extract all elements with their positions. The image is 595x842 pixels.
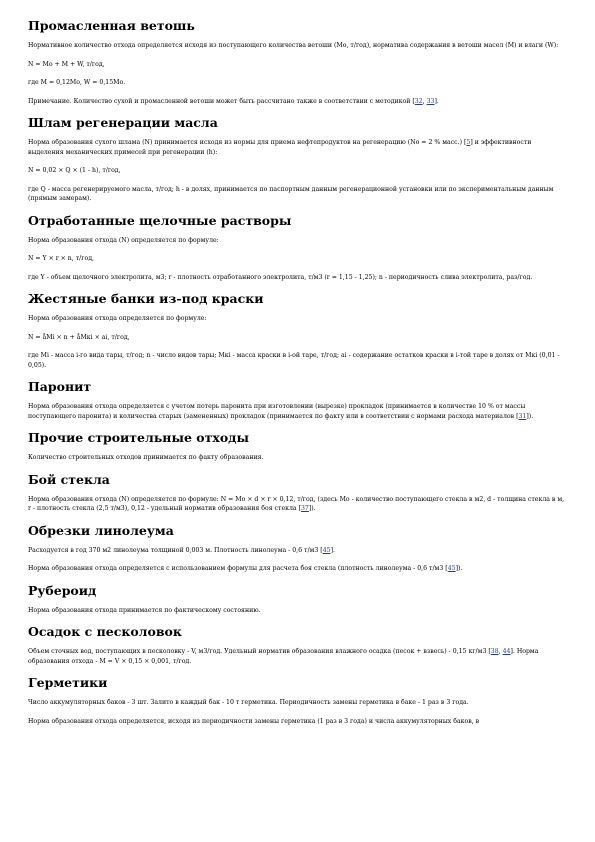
paragraph-text: N = Мо + M + W, т/год, [28,60,105,68]
paragraph-text: Норма образования отхода определяется по формуле: [28,315,207,322]
paragraph-text-end: ]). [455,565,463,572]
paragraph [28,495,567,514]
section-heading: Шлам регенерации масла [28,115,218,130]
paragraph [28,698,567,708]
paragraph [28,273,567,283]
paragraph-text-end: ]. [330,546,335,554]
reference-link[interactable]: 44 [502,648,511,655]
paragraph-text: Число аккумуляторных баков - 3 шт. Залито в каждый бак - 10 т герметика. Периодичность замены герметика в баке - 1 раз в 3 года. [28,699,469,706]
paragraph-text: N = 0,02 × Q × (1 - h), т/год, [28,167,121,174]
section-heading: Бой стекла [28,471,110,487]
paragraph [28,314,567,324]
reference-link[interactable]: 45 [322,546,331,554]
paragraph-text: Нормативное количество отхода определяется исходя из поступающего количества ветоши (Мо, т/год), норматива содержания в ветоши масел (М) и влаги (W): [28,42,559,49]
paragraph-text: Норма образования сухого шлама (N) принимается исходя из нормы для приема нефтепродуктов на регенерацию (No = 2 % масс.) [ [28,139,467,146]
paragraph [28,351,567,370]
reference-link[interactable]: 32 [414,97,423,105]
section-heading: Рубероид [28,582,97,598]
paragraph [28,333,567,343]
paragraph-text: где Mi - масса i-го вида тары, т/год; n - число видов тары; Mкi - масса краски в i-ой таре, т/год; ai - содержание остатков краски в i-той таре в долях от Mкi (0,01 - 0,05). [28,352,560,369]
paragraph [28,402,567,421]
paragraph [28,717,567,727]
paragraph-text: N = åMi × n + åMкi × ai, т/год, [28,333,130,341]
paragraph-text: N = Y × r × n, т/год, [28,255,94,262]
reference-link[interactable]: 37 [300,505,309,512]
paragraph-text-end: ]). [526,412,534,420]
paragraph: Примечание. Количество сухой и промасленной ветоши может быть рассчитано также в соответствии с методикой [32, 33]. [28,97,439,105]
paragraph-text: Норма образования отхода (N) определяется по формуле: N = Мо × d × r × 0,12, т/год, (здесь Мо - количество поступающего стекла в м2, d - толщина стекла в м, r - плотность стекла (2,5 т/м3), 0,12 - удельный норматив образования боя стекла [ [28,495,565,512]
paragraph-text-end: ]. Норма образования отхода - M = V × 0,15 × 0,001, т/год. [28,648,539,665]
paragraph-text: Норма образования отхода определяется с использованием формулы для расчета боя стекла (плотность линолеума - 0,6 т/м3 [ [28,565,448,572]
section-heading: Осадок с песколовок [28,624,182,639]
section-heading: Промасленная ветошь [28,18,195,33]
paragraph: Объем сточных вод, поступающих в песколовку - V, м3/год. Удельный норматив образования влажного осадка (песок + взвесь) - 0,15 кг/м3 [38, 44]. Норма образования отхода - M = V × 0,15 × 0,001, т/год. [28,648,539,665]
paragraph-text: Примечание. Количество сухой и промасленной ветоши может быть рассчитано также в соответствии с методикой [ [28,97,415,105]
paragraph [28,60,567,70]
reference-link[interactable]: 33 [426,97,435,105]
paragraph [28,41,567,51]
section-heading: Обрезки линолеума [28,522,174,538]
paragraph-text-end: ]. [434,97,439,105]
paragraph [28,185,567,204]
paragraph-text: Количество строительных отходов принимается по факту образования. [28,454,264,461]
paragraph-text: Объем сточных вод, поступающих в песколовку - V, м3/год. Удельный норматив образования влажного осадка (песок + взвесь) - 0,15 кг/м3 [ [28,648,491,655]
reference-link[interactable]: 31 [518,412,527,420]
paragraph-text-end: ] и эффективности выделения механических примесей при регенерации (h): [28,139,532,156]
paragraph-text: Норма образования отхода принимается по фактическому состоянию. [28,606,261,614]
paragraph [28,236,567,246]
paragraph [28,78,567,88]
section-heading: Отработанные щелочные растворы [28,212,292,228]
paragraph [28,166,567,176]
paragraph-text-end: ]). [308,505,316,512]
section-heading: Герметики [28,675,108,690]
reference-link[interactable]: 5 [466,139,471,146]
paragraph-text: Расходуется в год 370 м2 линолеума толщиной 0,003 м. Плотность линолеума - 0,6 т/м3 [ [28,546,323,554]
paragraph [28,546,567,556]
paragraph [28,138,567,157]
paragraph-text: Норма образования отхода (N) определяется по формуле: [28,236,219,244]
section-heading: Паронит [28,379,92,394]
paragraph-text: где M = 0,12Мо, W = 0,15Мо. [28,79,126,86]
paragraph-text: где Q - масса регенерируемого масла, т/год; h - в долях, принимается по паспортным данным регенерационной установки или по экспериментальным данным (прямым замерам). [28,185,554,202]
reference-link[interactable]: 38 [490,648,499,655]
paragraph-text: Норма образования отхода определяется, исходя из периодичности замены герметика (1 раз в 3 года) и числа аккумуляторных баков, в [28,717,480,725]
reference-link[interactable]: 45 [447,565,456,572]
paragraph [28,564,567,574]
section-heading: Жестяные банки из-под краски [28,291,264,306]
paragraph [28,254,567,264]
section-heading: Прочие строительные отходы [28,430,250,445]
paragraph-text: Норма образования отхода определяется с учетом потерь паронита при изготовлении (вырезке) прокладок (принимается в количестве 10 % от массы поступающего паронита) и количества старых (замененных) прокладок (принимается по факту или в соответствии с нормами расхода материалов [ [28,403,526,420]
paragraph [28,606,567,616]
paragraph [28,453,567,463]
paragraph-text: где Y - объем щелочного электролита, м3; r - плотность отработанного электролита, т/м3 (r = 1,15 - 1,25); n - периодичность слива электролита, раз/год. [28,273,533,281]
